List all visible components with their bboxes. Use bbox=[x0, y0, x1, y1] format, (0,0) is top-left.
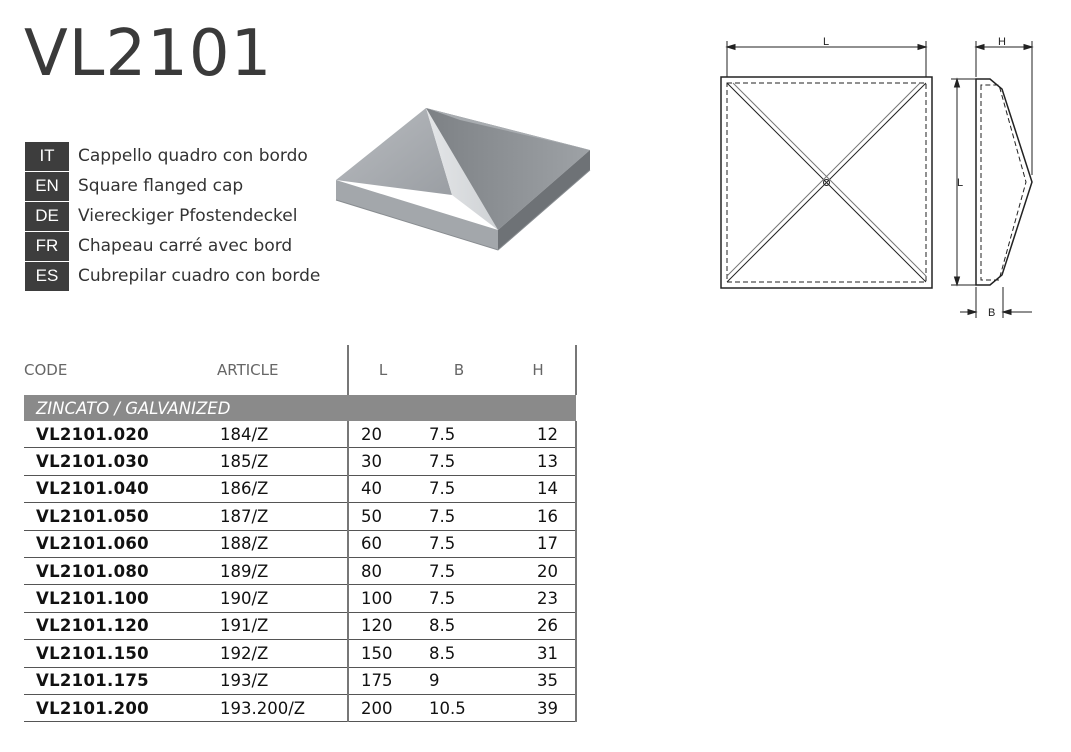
cell-l: 150 bbox=[348, 640, 417, 667]
cell-code: VL2101.060 bbox=[24, 530, 196, 557]
table-row bbox=[24, 667, 576, 694]
cell-b: 7.5 bbox=[417, 475, 501, 502]
cell-l: 175 bbox=[348, 667, 417, 694]
cell-code: VL2101.020 bbox=[24, 421, 196, 448]
lang-description: Viereckiger Pfostendeckel bbox=[78, 206, 298, 226]
cell-code: VL2101.200 bbox=[24, 694, 196, 721]
cell-b: 7.5 bbox=[417, 530, 501, 557]
cell-code: VL2101.080 bbox=[24, 557, 196, 584]
lang-row-en bbox=[25, 171, 320, 201]
table-row bbox=[24, 530, 576, 557]
lang-row-it bbox=[25, 141, 320, 171]
table-header-row bbox=[24, 345, 576, 395]
product-table bbox=[24, 345, 577, 722]
cell-article: 193.200/Z bbox=[196, 694, 348, 721]
table-row bbox=[24, 421, 576, 448]
cell-h: 13 bbox=[501, 448, 576, 475]
cell-article: 185/Z bbox=[196, 448, 348, 475]
table-row bbox=[24, 557, 576, 584]
table-row bbox=[24, 475, 576, 502]
header-h: H bbox=[501, 345, 576, 395]
cell-b: 9 bbox=[417, 667, 501, 694]
cell-h: 35 bbox=[501, 667, 576, 694]
cell-article: 191/Z bbox=[196, 612, 348, 639]
dim-label-l-top: L bbox=[823, 36, 830, 48]
cell-h: 17 bbox=[501, 530, 576, 557]
table-row bbox=[24, 503, 576, 530]
lang-row-fr bbox=[25, 231, 320, 261]
lang-row-es bbox=[25, 261, 320, 291]
cell-article: 188/Z bbox=[196, 530, 348, 557]
cell-l: 50 bbox=[348, 503, 417, 530]
cell-h: 23 bbox=[501, 585, 576, 612]
product-photo bbox=[330, 100, 595, 260]
cell-b: 8.5 bbox=[417, 640, 501, 667]
dim-label-h: H bbox=[998, 36, 1006, 48]
cell-code: VL2101.030 bbox=[24, 448, 196, 475]
cell-article: 190/Z bbox=[196, 585, 348, 612]
cell-b: 7.5 bbox=[417, 503, 501, 530]
table-row bbox=[24, 612, 576, 639]
cell-h: 26 bbox=[501, 612, 576, 639]
cell-code: VL2101.175 bbox=[24, 667, 196, 694]
language-descriptions bbox=[25, 141, 320, 291]
cell-article: 189/Z bbox=[196, 557, 348, 584]
cell-l: 30 bbox=[348, 448, 417, 475]
table-row bbox=[24, 640, 576, 667]
cell-b: 7.5 bbox=[417, 557, 501, 584]
header-article: ARTICLE bbox=[217, 361, 279, 379]
dim-label-b: B bbox=[988, 307, 996, 319]
cell-h: 39 bbox=[501, 694, 576, 721]
lang-code-badge: EN bbox=[25, 172, 69, 201]
cell-l: 60 bbox=[348, 530, 417, 557]
cell-article: 187/Z bbox=[196, 503, 348, 530]
cell-h: 14 bbox=[501, 475, 576, 502]
cell-article: 184/Z bbox=[196, 421, 348, 448]
lang-code-badge: DE bbox=[25, 202, 69, 231]
cell-h: 16 bbox=[501, 503, 576, 530]
cell-b: 7.5 bbox=[417, 585, 501, 612]
table-row bbox=[24, 694, 576, 721]
cell-article: 193/Z bbox=[196, 667, 348, 694]
cell-b: 7.5 bbox=[417, 448, 501, 475]
cell-code: VL2101.100 bbox=[24, 585, 196, 612]
lang-row-de bbox=[25, 201, 320, 231]
cell-l: 40 bbox=[348, 475, 417, 502]
lang-code-badge: IT bbox=[25, 142, 69, 171]
cell-code: VL2101.120 bbox=[24, 612, 196, 639]
lang-code-badge: ES bbox=[25, 262, 69, 291]
header-b: B bbox=[453, 361, 465, 379]
table-row bbox=[24, 448, 576, 475]
cell-b: 10.5 bbox=[417, 694, 501, 721]
cell-h: 20 bbox=[501, 557, 576, 584]
cell-l: 200 bbox=[348, 694, 417, 721]
lang-description: Chapeau carré avec bord bbox=[78, 236, 293, 256]
section-row bbox=[24, 395, 576, 421]
lang-description: Square flanged cap bbox=[78, 176, 244, 196]
cell-l: 80 bbox=[348, 557, 417, 584]
lang-description: Cappello quadro con bordo bbox=[78, 146, 308, 166]
header-l: L bbox=[348, 345, 417, 395]
page-title: VL2101 bbox=[24, 17, 273, 91]
cell-b: 8.5 bbox=[417, 612, 501, 639]
cell-article: 186/Z bbox=[196, 475, 348, 502]
section-label: ZINCATO / GALVANIZED bbox=[24, 395, 576, 421]
cell-l: 100 bbox=[348, 585, 417, 612]
cell-l: 20 bbox=[348, 421, 417, 448]
cell-article: 192/Z bbox=[196, 640, 348, 667]
lang-code-badge: FR bbox=[25, 232, 69, 261]
dim-label-l-side: L bbox=[957, 177, 964, 189]
cell-h: 31 bbox=[501, 640, 576, 667]
table-row bbox=[24, 585, 576, 612]
cell-b: 7.5 bbox=[417, 421, 501, 448]
cell-h: 12 bbox=[501, 421, 576, 448]
cell-code: VL2101.040 bbox=[24, 475, 196, 502]
cell-code: VL2101.150 bbox=[24, 640, 196, 667]
header-code: CODE bbox=[24, 361, 68, 379]
cell-code: VL2101.050 bbox=[24, 503, 196, 530]
lang-description: Cubrepilar cuadro con borde bbox=[78, 266, 321, 286]
cell-l: 120 bbox=[348, 612, 417, 639]
technical-drawing bbox=[710, 25, 1055, 325]
